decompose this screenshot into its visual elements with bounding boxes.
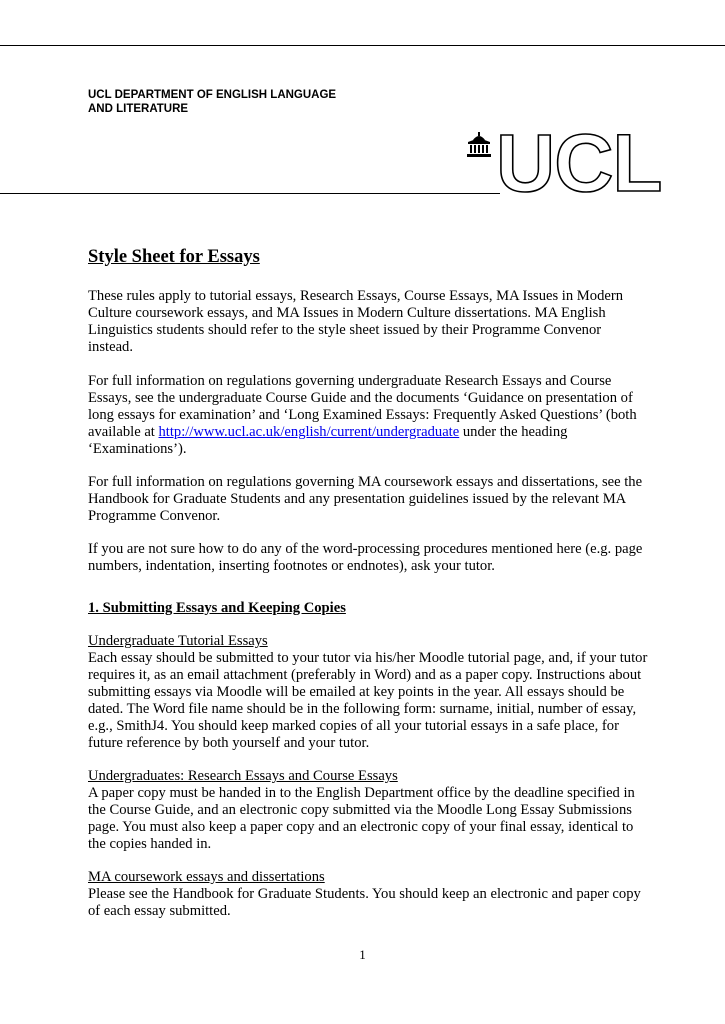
- ma-coursework-text: Please see the Handbook for Graduate Students. You should keep an electronic and paper copy of each essay submitted.: [88, 886, 641, 919]
- ucl-logo: [466, 128, 714, 199]
- regulations-paragraph: [88, 373, 648, 458]
- page-number: 1: [359, 947, 366, 962]
- subheading-research-essays: Undergraduates: Research Essays and Course Essays: [88, 768, 398, 784]
- department-line-1: UCL DEPARTMENT OF ENGLISH LANGUAGE: [88, 89, 337, 101]
- tutorial-essays-text: Each essay should be submitted to your tutor via his/her Moodle tutorial page, and, if your tutor requires it, as an email attachment (preferably in Word) and as a paper copy. Instructions about submitting essays via Moodle will be emailed at key points in the year. All essays should be dated. The Word file name should be in the following form: surname, initial, number of essay, e.g., SmithJ4. You should keep marked copies of all your tutorial essays in a safe place, for future reference by both yourself and your tutor.: [88, 650, 648, 751]
- header-rule: [0, 193, 500, 194]
- document-body: [88, 246, 648, 936]
- word-processing-paragraph: If you are not sure how to do any of the word-processing procedures mentioned here (e.g. page numbers, indentation, inserting footnotes or endnotes), ask your tutor.: [88, 541, 643, 574]
- research-course-essays: [88, 768, 648, 853]
- undergraduate-link[interactable]: http://www.ucl.ac.uk/english/current/undergraduate: [158, 424, 460, 440]
- research-essays-text: A paper copy must be handed in to the English Department office by the deadline specified in the Course Guide, and an electronic copy submitted via the Moodle Long Essay Submissions page. You must also keep a paper copy and an electronic copy of your final essay, identical to the copies handed in.: [88, 785, 635, 852]
- undergraduate-tutorial-essays: [88, 633, 648, 752]
- page-title: Style Sheet for Essays: [88, 247, 260, 267]
- department-heading: [88, 88, 408, 116]
- department-line-2: AND LITERATURE: [88, 103, 189, 115]
- top-rule: [0, 45, 725, 46]
- portico-icon: [467, 132, 491, 157]
- subheading-tutorial-essays: Undergraduate Tutorial Essays: [88, 633, 268, 649]
- intro-paragraph: These rules apply to tutorial essays, Research Essays, Course Essays, MA Issues in Modern Culture coursework essays, and MA Issues in Modern Culture dissertations. MA English Linguistics students should refer to the style sheet issued by their Programme Convenor instead.: [88, 288, 624, 355]
- ma-regulations-paragraph: For full information on regulations governing MA coursework essays and dissertations, see the Handbook for Graduate Students and any presentation guidelines issued by the relevant MA Programme Convenor.: [88, 474, 643, 524]
- ucl-logo-text: UCL: [496, 128, 662, 194]
- regulations-text-before-link: For full information on regulations governing undergraduate Research Essays and Course Essays, see the undergraduate Course Guide and the documents ‘Guidance on presentation of long essays for examination’ and ‘Long Examined Essays: Frequently Asked Questions’ (both available at: [88, 373, 637, 440]
- regulations-text-after-link: under the heading ‘Examinations’).: [88, 424, 568, 457]
- section-1-heading: 1. Submitting Essays and Keeping Copies: [88, 600, 346, 616]
- ma-coursework: [88, 869, 648, 920]
- subheading-ma-coursework: MA coursework essays and dissertations: [88, 869, 325, 885]
